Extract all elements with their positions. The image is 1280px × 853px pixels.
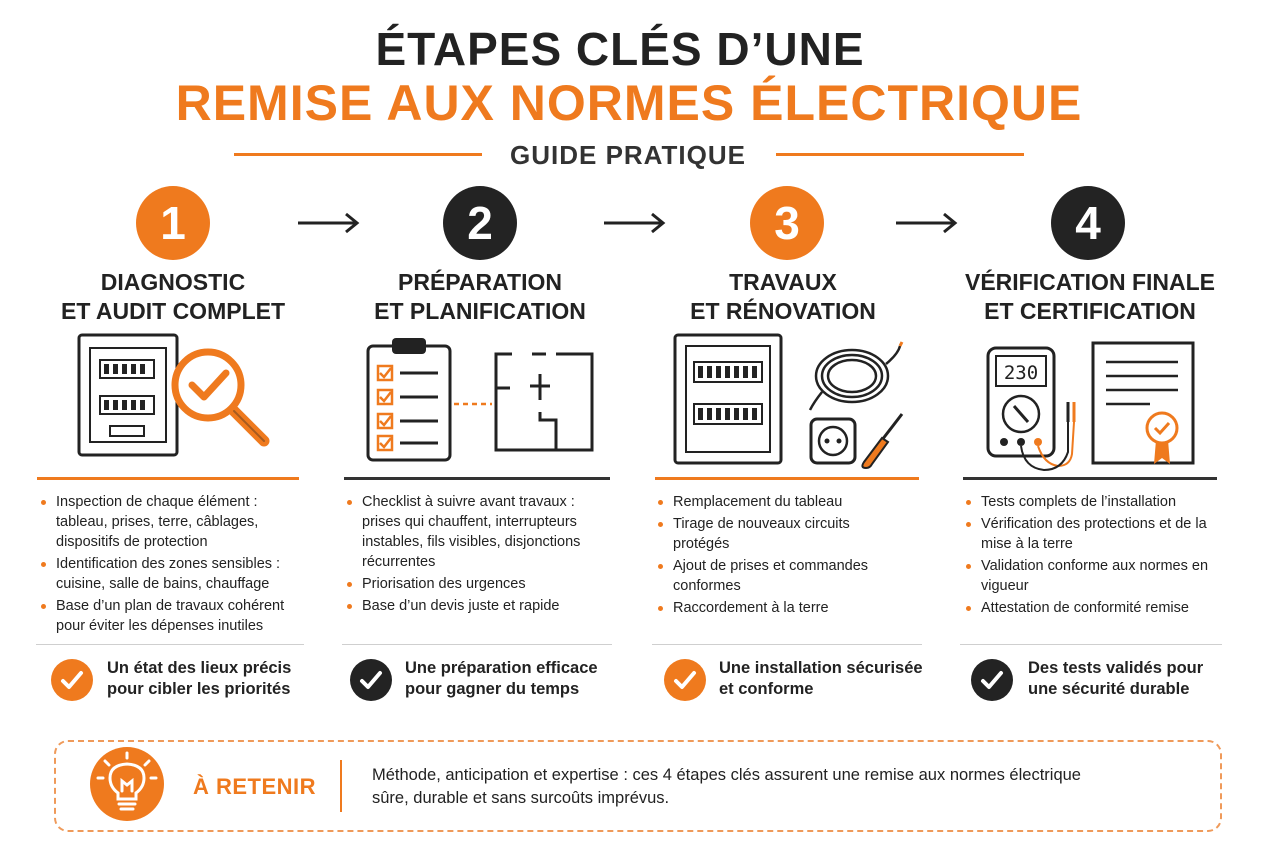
step-3-bullets xyxy=(655,492,900,620)
check-circle-icon xyxy=(664,659,706,701)
list-item: Attestation de conformité remise xyxy=(963,598,1225,618)
list-item: Validation conforme aux normes en vigueur xyxy=(963,556,1225,596)
list-item: Remplacement du tableau xyxy=(655,492,900,512)
takeaway-text-line-1: Méthode, anticipation et expertise : ces 4 étapes clés assurent une remise aux normes électrique xyxy=(372,766,1081,784)
list-item: Identification des zones sensibles : cuisine, salle de bains, chauffage xyxy=(38,554,308,594)
step-2-title xyxy=(330,268,630,326)
step-2-title-line-1: PRÉPARATION xyxy=(398,269,562,295)
step-1-number: 1 xyxy=(136,186,210,260)
step-2-title-line-2: ET PLANIFICATION xyxy=(374,298,586,324)
electrical-panel-icon xyxy=(672,332,784,466)
step-1-divider xyxy=(37,477,299,480)
list-item: Checklist à suivre avant travaux : prises qui chauffent, interrupteurs instables, fils visibles, disjonctions récurrentes xyxy=(344,492,614,572)
step-1-title-line-1: DIAGNOSTIC xyxy=(100,269,246,295)
subtitle-rule-right xyxy=(776,153,1024,156)
takeaway-text-line-2: sûre, durable et sans surcoûts imprévus. xyxy=(372,789,670,807)
step-2-outcome-line-2: pour gagner du temps xyxy=(405,680,580,698)
step-1-outcome-line-1: Un état des lieux précis xyxy=(107,659,292,677)
list-item: Tirage de nouveaux circuits protégés xyxy=(655,514,900,554)
step-4-divider xyxy=(963,477,1217,480)
list-item: Priorisation des urgences xyxy=(344,574,614,594)
check-circle-icon xyxy=(51,659,93,701)
step-1-title xyxy=(23,268,323,326)
step-3-outcome-line-2: et conforme xyxy=(719,680,814,698)
certificate-icon xyxy=(1090,340,1196,468)
step-1-outcome-line-2: pour cibler les priorités xyxy=(107,680,291,698)
arrow-right-icon xyxy=(894,208,960,238)
list-item: Base d’un devis juste et rapide xyxy=(344,596,614,616)
takeaway-divider xyxy=(340,760,342,812)
list-item: Vérification des protections et de la mise à la terre xyxy=(963,514,1225,554)
step-4-outcome-line-1: Des tests validés pour xyxy=(1028,659,1204,677)
arrow-right-icon xyxy=(602,208,668,238)
title-line-2: REMISE AUX NORMES ÉLECTRIQUE xyxy=(175,75,1083,131)
step-4-title xyxy=(940,268,1240,326)
step-4-title-line-1: VÉRIFICATION FINALE xyxy=(964,269,1215,295)
step-1-title-line-2: ET AUDIT COMPLET xyxy=(60,298,286,324)
step-3-outcome xyxy=(719,658,923,700)
floor-plan-icon xyxy=(452,350,602,456)
step-3-title xyxy=(633,268,933,326)
clipboard-checklist-icon xyxy=(364,334,454,464)
step-1-outcome xyxy=(107,658,291,700)
lightbulb-icon xyxy=(90,747,164,821)
screwdriver-icon xyxy=(856,410,908,472)
step-3-divider xyxy=(655,477,919,480)
cable-coil-icon xyxy=(806,340,904,416)
electrical-panel-icon xyxy=(76,330,180,458)
step-4-outcome-divider xyxy=(960,644,1222,645)
subtitle-rule-left xyxy=(234,153,482,156)
step-2-outcome-line-1: Une préparation efficace xyxy=(405,659,598,677)
check-circle-icon xyxy=(971,659,1013,701)
step-4-bullets xyxy=(963,492,1225,620)
step-1-bullets xyxy=(38,492,308,638)
step-3-title-line-1: TRAVAUX xyxy=(729,269,837,295)
list-item: Raccordement à la terre xyxy=(655,598,900,618)
step-3-number: 3 xyxy=(750,186,824,260)
step-4-title-line-2: ET CERTIFICATION xyxy=(984,298,1196,324)
takeaway-label: À RETENIR xyxy=(193,774,317,799)
step-1-outcome-divider xyxy=(36,644,304,645)
list-item: Inspection de chaque élément : tableau, prises, terre, câblages, dispositifs de protection xyxy=(38,492,308,552)
list-item: Ajout de prises et commandes conformes xyxy=(655,556,900,596)
step-3-outcome-divider xyxy=(652,644,922,645)
step-3-title-line-2: ET RÉNOVATION xyxy=(690,298,876,324)
step-4-outcome-line-2: une sécurité durable xyxy=(1028,680,1190,698)
step-2-bullets xyxy=(344,492,614,618)
magnifier-check-icon xyxy=(168,345,278,455)
title-line-1: ÉTAPES CLÉS D’UNE xyxy=(375,23,865,75)
step-4-number: 4 xyxy=(1051,186,1125,260)
list-item: Tests complets de l’installation xyxy=(963,492,1225,512)
takeaway-text xyxy=(372,764,1192,810)
arrow-right-icon xyxy=(296,208,362,238)
socket-icon xyxy=(808,416,858,466)
step-2-outcome xyxy=(405,658,598,700)
step-2-divider xyxy=(344,477,610,480)
multimeter-display: 230 xyxy=(1003,362,1039,384)
step-2-number: 2 xyxy=(443,186,517,260)
list-item: Base d’un plan de travaux cohérent pour éviter les dépenses inutiles xyxy=(38,596,308,636)
step-2-outcome-divider xyxy=(342,644,612,645)
step-4-outcome xyxy=(1028,658,1203,700)
step-3-outcome-line-1: Une installation sécurisée xyxy=(719,659,923,677)
check-circle-icon xyxy=(350,659,392,701)
subtitle: GUIDE PRATIQUE xyxy=(510,140,746,170)
